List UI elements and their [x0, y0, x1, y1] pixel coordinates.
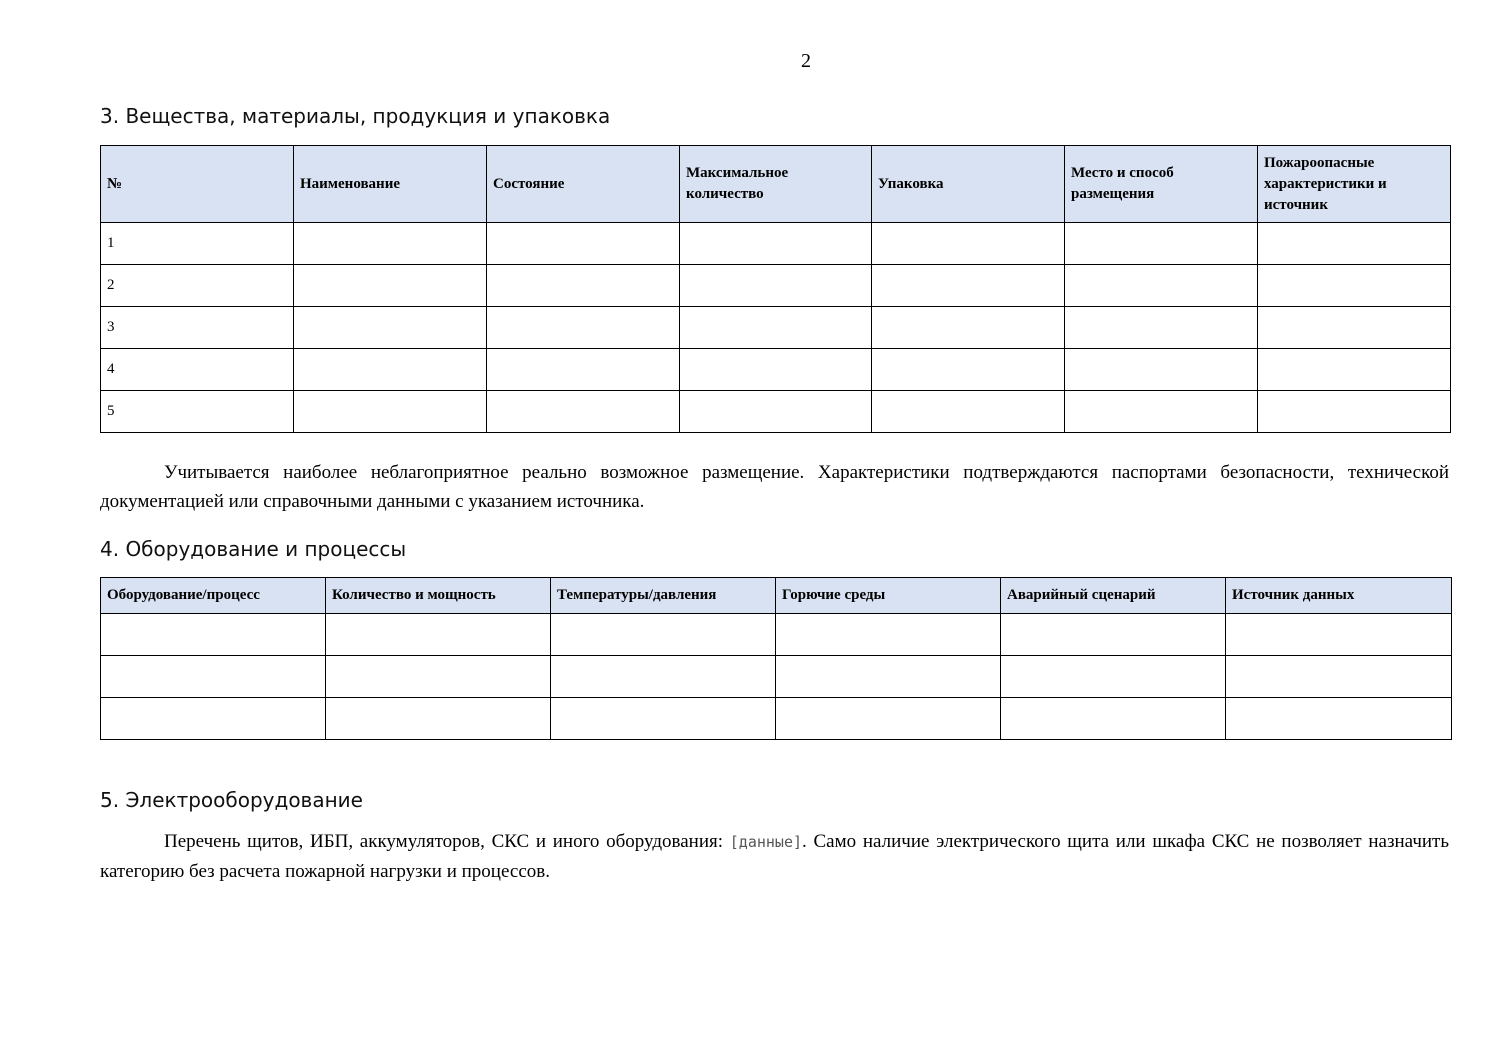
table-row	[101, 349, 1451, 391]
table-cell	[326, 656, 551, 698]
section-5-heading: 5. Электрооборудование	[100, 788, 363, 812]
table-row	[101, 391, 1451, 433]
table-cell	[680, 223, 872, 265]
table-row	[101, 614, 1452, 656]
table-cell	[1001, 698, 1226, 740]
table-cell	[101, 656, 326, 698]
table-cell	[326, 698, 551, 740]
section-4-heading: 4. Оборудование и процессы	[100, 537, 407, 561]
table-row	[101, 265, 1451, 307]
column-header-data-source: Источник данных	[1226, 578, 1452, 614]
table-cell	[551, 656, 776, 698]
table-cell: 1	[101, 223, 294, 265]
table-cell	[1065, 391, 1258, 433]
table-cell	[487, 307, 680, 349]
column-header-emergency-scenario: Аварийный сценарий	[1001, 578, 1226, 614]
table-cell	[1065, 265, 1258, 307]
substances-table-body	[101, 223, 1451, 433]
table-cell	[551, 614, 776, 656]
column-header-packaging: Упаковка	[872, 146, 1065, 223]
substances-table	[100, 145, 1451, 433]
table-cell	[1258, 223, 1451, 265]
table-cell	[1065, 307, 1258, 349]
table-cell	[872, 307, 1065, 349]
column-header-fire-hazard: Пожароопасные характеристики и источник	[1258, 146, 1451, 223]
table-cell	[326, 614, 551, 656]
table-cell	[680, 265, 872, 307]
table-cell: 4	[101, 349, 294, 391]
section-3-heading: 3. Вещества, материалы, продукция и упаковка	[100, 104, 611, 128]
column-header-placement: Место и способ размещения	[1065, 146, 1258, 223]
table-cell	[487, 349, 680, 391]
equipment-table	[100, 577, 1452, 740]
table-row	[101, 656, 1452, 698]
table-cell	[872, 391, 1065, 433]
table-cell	[680, 349, 872, 391]
table-cell: 3	[101, 307, 294, 349]
page-number: 2	[801, 50, 811, 72]
equipment-table-body	[101, 614, 1452, 740]
table-row	[101, 307, 1451, 349]
section-5-text-before: Перечень щитов, ИБП, аккумуляторов, СКС и иного оборудования:	[164, 831, 730, 852]
table-cell	[487, 265, 680, 307]
table-cell	[101, 614, 326, 656]
table-cell	[1001, 614, 1226, 656]
equipment-table-header	[101, 578, 1452, 614]
table-cell	[294, 307, 487, 349]
column-header-number: №	[101, 146, 294, 223]
table-cell	[1258, 349, 1451, 391]
table-cell	[1226, 698, 1452, 740]
table-cell	[551, 698, 776, 740]
substances-table-header	[101, 146, 1451, 223]
table-cell	[680, 391, 872, 433]
table-cell	[294, 265, 487, 307]
table-cell	[294, 349, 487, 391]
table-cell	[872, 265, 1065, 307]
table-cell	[1065, 349, 1258, 391]
table-cell	[872, 349, 1065, 391]
table-cell	[1226, 656, 1452, 698]
table-cell	[776, 614, 1001, 656]
column-header-equipment: Оборудование/процесс	[101, 578, 326, 614]
table-cell	[294, 391, 487, 433]
column-header-max-quantity: Максимальное количество	[680, 146, 872, 223]
table-cell	[1001, 656, 1226, 698]
table-row	[101, 223, 1451, 265]
section-5-text-after: . Само наличие электрического щита или шкафа СКС не позволяет назначить категорию без расчета пожарной нагрузки и процессов.	[100, 831, 1450, 882]
column-header-state: Состояние	[487, 146, 680, 223]
table-cell: 2	[101, 265, 294, 307]
table-cell	[776, 656, 1001, 698]
section-3-note: Учитывается наиболее неблагоприятное реально возможное размещение. Характеристики подтверждаются паспортами безопасности, технической документацией или справочными данными с указанием источника.	[100, 462, 1449, 512]
table-cell	[1258, 391, 1451, 433]
data-placeholder: [данные]	[729, 833, 803, 851]
table-cell	[776, 698, 1001, 740]
table-cell	[101, 698, 326, 740]
table-cell	[680, 307, 872, 349]
table-cell	[872, 223, 1065, 265]
column-header-name: Наименование	[294, 146, 487, 223]
table-cell	[294, 223, 487, 265]
column-header-flammable-media: Горючие среды	[776, 578, 1001, 614]
table-cell	[1258, 307, 1451, 349]
column-header-quantity-power: Количество и мощность	[326, 578, 551, 614]
table-cell: 5	[101, 391, 294, 433]
table-row	[101, 698, 1452, 740]
table-cell	[1226, 614, 1452, 656]
table-cell	[1065, 223, 1258, 265]
section-5-text	[100, 827, 1449, 886]
column-header-temperature-pressure: Температуры/давления	[551, 578, 776, 614]
table-cell	[1258, 265, 1451, 307]
table-cell	[487, 223, 680, 265]
table-cell	[487, 391, 680, 433]
